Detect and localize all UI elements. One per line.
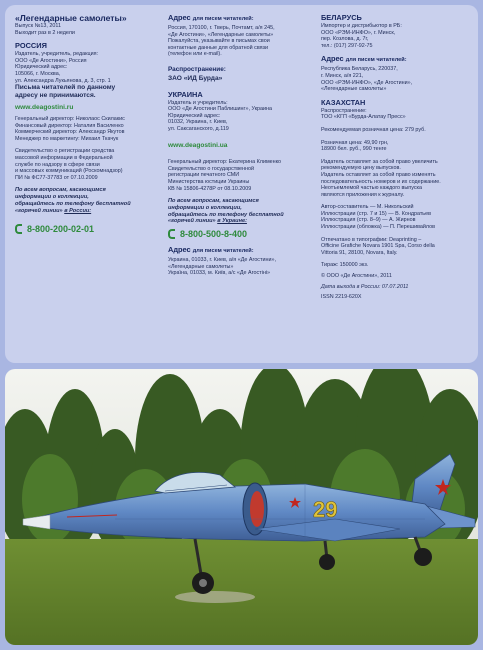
imprint-column-other (321, 13, 471, 301)
website-link-ua[interactable]: www.deagostini.ua (168, 141, 228, 149)
letters-address-line: «Легендарные самолеты» (168, 263, 234, 270)
website-link-ru[interactable]: www.deagostini.ru (15, 104, 74, 112)
belarus-line: пер. Козлова, д. 7г, (321, 36, 369, 43)
rights-line: Издатель оставляет за собой право увеличить (321, 158, 438, 165)
phone-number: 8-800-500-8-400 (180, 228, 248, 239)
letters-address-line: Украина, 01033, г. Киев, а/я «Де Агостини», (168, 257, 276, 264)
phone-icon (168, 229, 175, 239)
rights-line: последовательность номеров и их содержание. (321, 178, 441, 185)
credits-line: Иллюстрации (стр. 7 и 15) — В. Кондратьев (321, 210, 431, 217)
registration-line: Министерства юстиции Украины (168, 178, 250, 185)
rights-line: являются приложения к журналу. (321, 191, 405, 198)
magazine-title: «Легендарные самолеты» (15, 13, 127, 23)
hotline-text: информации о коллекции, (15, 194, 89, 201)
registration-line: службе по надзору в сфере связи (15, 161, 100, 168)
letters-address-line: Россия, 170100, г. Тверь, Почтамт, а/я 245, (168, 25, 275, 31)
hotline-text: обращайтесь по телефону бесплатной (15, 200, 131, 207)
issue-frequency: Выходит раз в 2 недели (15, 29, 75, 36)
letters-address-heading: Адрес для писем читателей: (168, 245, 254, 255)
hotline-text: По всем вопросам, касающимся (15, 187, 106, 194)
ukraine-line: Юридический адрес: (168, 112, 221, 119)
letters-address-heading: Адрес для писем читателей: (168, 13, 254, 22)
registration-line: и массовых коммуникаций (Роскомнадзор) (15, 168, 123, 175)
letters-address-line: «Легендарные самолеты» (321, 86, 387, 93)
credits-line: Иллюстрации (обложка) — П. Перешивайлов (321, 224, 435, 231)
letters-address-line: г. Минск, а/я 221, (321, 72, 364, 79)
distribution-name: ЗАО «ИД Бурда» (168, 74, 223, 82)
registration-line: КВ № 15806-4278Р от 08.10.2009 (168, 185, 252, 192)
release-date: Дата выхода в России: 07.07.2011 (321, 283, 409, 290)
legal-address-line: ул. Александра Лукьянова, д. 3, стр. 1 (15, 77, 111, 84)
staff-line: Генеральный директор: Николаос Скилакис (15, 115, 125, 122)
hotline-phone-ua[interactable] (168, 229, 313, 239)
imprint-column-ukraine (168, 13, 313, 277)
ukraine-heading: УКРАИНА (168, 89, 203, 99)
letters-address-heading: Адрес для писем читателей: (321, 54, 407, 64)
hotline-text: информации о коллекции, (168, 204, 242, 211)
staff-line: Финансовый директор: Наталия Василенко (15, 122, 124, 129)
phone-number: 8-800-200-02-01 (27, 224, 95, 235)
rights-line: Издатель оставляет за собой право изменять (321, 171, 436, 178)
legal-address-line: 105066, г. Москва, (15, 70, 61, 77)
rights-line: рекомендуемую цену выпусков. (321, 165, 401, 172)
issn: ISSN 2219-620X (321, 294, 362, 301)
letters-address-line: Україна, 01033, м. Київ, а/с «Де Агостіні» (168, 270, 271, 277)
copyright: © ООО «Де Агостини», 2011 (321, 273, 392, 280)
hotline-text: обращайтесь по телефону бесплатной (168, 211, 284, 218)
publisher-label: Издатель, учредитель, редакция: (15, 51, 99, 58)
imprint-column-russia (15, 13, 155, 234)
letters-address-line: ООО «РЭМ-ИНФО», «Де Агостини», (321, 79, 413, 86)
letters-address-line: (телефон или e-mail). (168, 51, 222, 58)
imprint-panel (5, 5, 478, 363)
registration-line: регистрации печатного СМИ (168, 172, 240, 179)
aircraft-photo-illustration (5, 369, 478, 645)
belarus-heading: БЕЛАРУСЬ (321, 13, 362, 22)
credits-line: Автор-составитель — М. Никольский (321, 204, 414, 211)
printing-line: Vittoria 91, 28100, Novara, Italy. (321, 249, 398, 256)
letters-address-line: «Де Агостини», «Легендарные самолеты» (168, 31, 274, 38)
hotline-text: По всем вопросам, касающимся (168, 198, 259, 205)
belarus-line: Импортер и дистрибьютор в РБ: (321, 23, 402, 29)
recommended-price: Рекомендуемая розничная цена: 279 руб. (321, 126, 426, 133)
letters-notice: Письма читателей по данному (15, 84, 116, 92)
letters-address-line: Республика Беларусь, 220037, (321, 66, 398, 73)
printing-line: Officine Grafiche Novara 1901 Spa, Corso della (321, 243, 435, 250)
hotline-text: «горячей линии» в Украине: (168, 218, 247, 225)
phone-icon (15, 224, 22, 234)
ukraine-line: Издатель и учредитель: (168, 99, 228, 106)
publisher-name: ООО «Де Агостини», Россия (15, 57, 87, 64)
rights-line: Неотъемлемой частью каждого выпуска (321, 185, 423, 192)
distribution-heading: Распространение: (168, 65, 226, 73)
director-line: Генеральный директор: Екатерина Клименко (168, 159, 282, 166)
registration-line: ПИ № ФС77-37783 от 07.10.2009 (15, 174, 98, 181)
aircraft-photo (5, 369, 478, 645)
credits-line: Иллюстрация (стр. 8–9) — А. Жирнов (321, 217, 416, 224)
printing-line: Отпечатано в типографии: Deaprinting – (321, 236, 422, 243)
retail-price: 18900 бел. руб., 990 тенге (321, 146, 387, 153)
kazakhstan-line: ТОО «КГП «Бурда-Алатау Пресс» (321, 114, 406, 121)
retail-price: Розничная цена: 49,90 грн, (321, 139, 389, 146)
legal-address-label: Юридический адрес: (15, 64, 68, 71)
registration-line: массовой информации в Федеральной (15, 154, 113, 161)
ukraine-line: ООО «Де Агостини Паблишинг», Украина (168, 106, 272, 113)
staff-line: Менеджер по маркетингу: Михаил Ткачук (15, 135, 119, 142)
letters-address-line: Пожалуйста, указывайте в письмах свои (168, 38, 270, 45)
registration-line: Свидетельство о регистрации средства (15, 148, 115, 155)
belarus-line: тел.: (017) 297-92-75 (321, 42, 373, 49)
registration-line: Свидетельство о государственной (168, 165, 254, 172)
issue-number: Выпуск №13, 2011 (15, 23, 61, 29)
aircraft-number: 29 (313, 497, 338, 522)
ukraine-line: ул. Саксаганского, д.119 (168, 125, 229, 132)
hotline-phone-ru[interactable] (15, 224, 155, 234)
kazakhstan-heading: КАЗАХСТАН (321, 97, 366, 107)
belarus-line: ООО «РЭМ-ИНФО», г. Минск, (321, 29, 396, 36)
letters-notice: адресу не принимаются. (15, 91, 96, 99)
russia-heading: РОССИЯ (15, 41, 47, 51)
letters-address-line: контактные данные для обратной связи (168, 44, 269, 51)
hotline-text: «горячей линии» в России: (15, 207, 92, 214)
circulation: Тираж: 150000 экз. (321, 262, 369, 269)
kazakhstan-line: Распространение: (321, 107, 367, 114)
staff-line: Коммерческий директор: Александр Якутов (15, 129, 125, 136)
ukraine-line: 01032, Украина, г. Киев, (168, 119, 228, 126)
